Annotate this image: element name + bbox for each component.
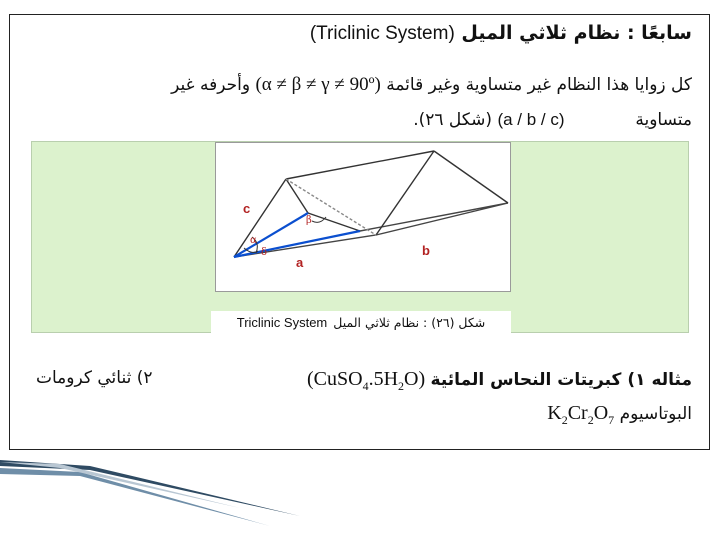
title-arabic: سابعًا : نظام ثلاثي الميل [461, 22, 692, 44]
example-item-2: ٢) ثنائي كرومات [36, 368, 153, 388]
slide-title [310, 22, 692, 45]
label-c: c [243, 201, 251, 216]
definition-line-1 [171, 74, 692, 96]
label-alpha: α [250, 235, 257, 246]
formula-potassium-dichromate: $K_2Cr_2O_7$ [547, 402, 615, 427]
example-line-1 [307, 368, 692, 394]
angle-formula: (α ≠ β ≠ γ ≠ 90º) [255, 74, 381, 95]
label-a: a [296, 255, 304, 270]
figure-caption [211, 311, 511, 333]
figure-box [215, 142, 511, 292]
label-b: b [422, 243, 430, 258]
definition-word: متساوية [635, 110, 692, 130]
example-line-2-text: البوتاسيوم [619, 404, 692, 424]
definition-text: كل زوايا هذا النظام غير متساوية وغير قائمة [386, 75, 692, 95]
formula-copper-sulfate: $(CuSO_4.5H_2O)$ [307, 368, 426, 393]
definition-tail: وأحرفه غير [171, 75, 251, 95]
figure-reference: (شكل ٢٦). [413, 110, 493, 130]
label-beta: β [306, 215, 312, 226]
title-english: (Triclinic System) [309, 23, 455, 44]
definition-line-2 [413, 110, 692, 130]
edge-formula: (a / b / c) [497, 110, 565, 129]
caption-english: Triclinic System [236, 314, 328, 330]
example-label: مثاله ١) كبريتات النحاس المائية [430, 370, 692, 390]
triclinic-diagram [216, 143, 512, 293]
label-delta: δ [261, 247, 268, 258]
caption-arabic: شكل (٢٦) : نظام ثلاثي الميل [333, 314, 486, 330]
decorative-swoosh [0, 456, 720, 540]
example-line-2 [547, 402, 692, 428]
